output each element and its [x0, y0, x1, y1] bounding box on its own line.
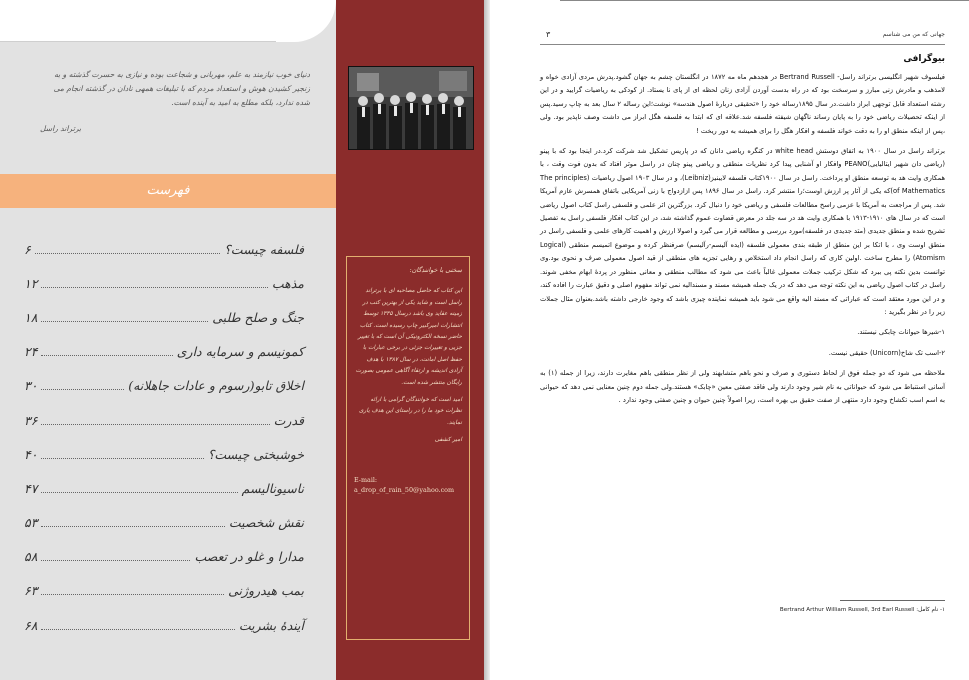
toc-item-page: ۲۴ [24, 344, 38, 360]
toc-dot-leader [41, 458, 203, 459]
toc-item[interactable] [24, 471, 304, 505]
toc-item-page: ۵۳ [24, 515, 38, 531]
toc-dot-leader [41, 492, 237, 493]
toc-item[interactable] [24, 232, 304, 266]
toc-item-label: آیندهٔ بشریت [238, 617, 304, 633]
editor-note-paragraph: این کتاب که حاصل مصاحبه ای با برتراند راسل است و شاید یکی از بهترین کتب در زمینه عقاید وی باشد درسال ۱۳۴۵ توسط انتشارات امیرکبیر چاپ رسیده است. کتاب حاضر نسخه الکترونیکی آن است که با تغییر جزیی و تغییرات جزئی در برخی عبارات با حفظ اصل امانت، در سال ۱۳۸۷ با هدف آزادی اندیشه و ارتقاء آگاهی عمومی بصورت رایگان منتشر شده است. [355, 288, 462, 386]
toc-item-page: ۴۷ [24, 480, 38, 496]
toc-item-page: ۳۶ [24, 412, 38, 428]
body-paragraph: برتراند راسل در سال ۱۹۰۰ به اتفاق دوستش white head در کنگره ریاضی دانان که در پاریس تشکیل شد شرکت کرد.در اینجا بود که با پینو (ریاضی دان شهیر ایتالیایی)PEANO وافکار او آشنایی پیدا کرد نظریات منطقی و ریاضی پینو چنان در راسل موثر افتاد که بدون فوت وقت ، با همکاری وایت هد به توسعه منطق او پرداخت. راسل در سال ۱۹۰۰کتاب فلسفه لایبنیز(Leibniz)، و در سال ۱۹۰۳ اصول ریاضیات (The principles of Mathematics)که یکی از آثار پر ارزش اوست؛را منتشر کرد. راسل در سال ۱۸۹۶ پس ازازدواج با زنی آمریکایی باتفاق همسرش عازم آمریکا شد. پس از مراجعت به آمریکا با عزمی راسخ مطالعات فلسفی و ریاضی خود را دنبال کرد. بزرگترین اثر علمی و فلسفی راسل کتاب اصول ریاضی است که در سال های ۱۹۱۰-۱۹۱۳ با همکاری وایت هد در سه جلد در معرض قضاوت عموم گذاشته شد، در این کتاب افکار فلسفی راسل به تفصیل تشریح شده و منطق جدیدی (متد جدیدی در فلسفه)مورد بررسی و مطالعه قرار می گیرد و اصولا ارزش و اهمیت کارهای علمی و فلسفی راسل در منطق اوست وی ، با اتکا بر این منطق از طبقه بندی معمولی فلسفه (ایده آلیسم-رآلیسم) صرفنظر کرده و موضوع اتمیسم منطقی (Logical Atomism) را مطرح ساخت .اولین کاری که راسل انجام داد استخلاص و رهایی تجزیه های منطقی از قید اصول معمولی صرف و نحوی بود.وی توانست بدین نکته پی ببرد که شکل ترکیب جملات معمولی غالباً باعث می شود که مطالب منطقی و معانی منظور در پردهٔ ابهام مخفی شوند. راسل در کتاب اصول ریاضی به این نکته توجه می دهد که در یک جمله همیشه مسند و مسندالیه نمی تواند مفهوم اصلی و دقیق عبارت را افاده کند، و در این مورد معتقد است که عباراتی که مسند الیه واقع می شود باید همیشه نماینده چیزی باشد که وجود خارجی داشته باشد.بعنوان مثال جملات زیر را در نظر بگیرید : [540, 147, 946, 316]
toc-item[interactable] [24, 403, 304, 437]
toc-dot-leader [41, 560, 190, 561]
body-paragraph: فیلسوف شهیر انگلیسی برتراند راسل- Bertrand Russell در هجدهم ماه مه ۱۸۷۲ در انگلستان چشم به جهان گشود.پدرش مردی آزادی خواه و لامذهب و مادرش زنی مبارز و سرسخت بود که در راه بدست آوردن آزادی زنان لحظه ای از پای نا یستاد. از کودکی به ریاضیات گرایید و در این رشته استعداد قابل توجهی ابراز داشت.در سال ۱۸۹۵رساله خود را «تحقیقی دربارهٔ اصول هندسه» نوشت؛این رساله ۲ سال بعد به چاپ رسید.پس از اینکه تحصیلات ریاضی خود را به پایان رساند ناگهان شیفته فلسفه شد.علاقه ای که ابتدا به فلسفه هگل ابراز می داشت وصف ناپذیر بود. ولی ،پس از اینکه منطق او را به دقت خواند فلسفه و افکار هگل را برای همیشه به دور ریخت ! [540, 73, 945, 135]
quote-author: برتراند راسل [40, 124, 82, 133]
toc-title: فهرست [146, 183, 190, 198]
table-of-contents [24, 232, 304, 642]
toc-item-label: کمونیسم و سرمایه داری [176, 344, 304, 360]
editor-note-heading: سخنی با خوانندگان: [409, 266, 462, 274]
toc-item[interactable] [24, 608, 304, 642]
footnote-rule [840, 600, 945, 601]
toc-dot-leader [41, 629, 234, 630]
email-label: E-mail: [354, 475, 378, 484]
toc-dot-leader [41, 321, 208, 322]
toc-dot-leader [41, 389, 124, 390]
group-photo-illustration [349, 67, 473, 149]
toc-item[interactable] [24, 335, 304, 369]
toc-item-label: مذهب [271, 275, 304, 291]
toc-item-label: جنگ و صلح طلبی [212, 309, 304, 325]
toc-item[interactable] [24, 437, 304, 471]
toc-item-page: ۴۰ [24, 446, 38, 462]
toc-item[interactable] [24, 574, 304, 608]
toc-item[interactable] [24, 300, 304, 334]
header-rule [540, 44, 945, 45]
editor-signature: امیر کشفی [434, 437, 462, 444]
toc-item-page: ۶۳ [24, 583, 38, 599]
toc-item-page: ۱۲ [24, 275, 38, 291]
toc-item-page: ۶۸ [24, 617, 38, 633]
russell-quote: دنیای خوب نیازمند به علم، مهربانی و شجاعت بوده و نیازی به حسرت گذشته و به زنجیر کشیدن هوش و استعداد مردم که با تبلیغات همهی نادان در گذشته انجام می شده ندارد، بلکه مطلع به امید به آینده است. [53, 70, 310, 107]
toc-item-label: بمب هیدروژنی [228, 583, 304, 599]
left-page-top-curve [0, 0, 336, 42]
toc-item-label: قدرت [273, 412, 304, 428]
page-number: ۳ [546, 30, 551, 39]
toc-item-page: ۵۸ [24, 549, 38, 565]
toc-item-label: ناسیونالیسم [241, 480, 304, 496]
body-paragraph: ملاحظه می شود که دو جمله فوق از لحاظ دستوری و صرف و نحو باهم متشابهند ولی از نظر منطقی باهم مغایرت دارند، زیرا از جمله (۱) به آسانی استنباط می شود که حیواناتی به نام شیر وجود دارند ولی فاقد صفتی معین «چابک» هستند.ولی جمله دوم چنین معنایی نمی دهد که حیوانی به اسم اسب تکشاخ وجود دارد منتهی از صفت حقیق بی بهره است، زیرا اصولاً چنین حیوان و چنین صفتی وجود ندارد . [540, 369, 945, 404]
top-border-line [560, 0, 969, 1]
toc-item[interactable] [24, 369, 304, 403]
body-paragraph: ۲-اسب تک شاخ(Unicorn) حقیقی نیست. [828, 348, 945, 357]
toc-dot-leader [41, 424, 269, 425]
toc-item[interactable] [24, 506, 304, 540]
toc-item[interactable] [24, 540, 304, 574]
toc-item[interactable] [24, 266, 304, 300]
toc-item-label: خوشبختی چیست؟ [207, 446, 304, 462]
footnote: ۱- نام کامل: Bertrand Arthur William Russell, 3rd Earl Russell [779, 607, 945, 613]
toc-item-label: نقش شخصیت [228, 515, 304, 531]
section-title: بیوگرافی [903, 54, 945, 64]
toc-item-label: اخلاق تابو(رسوم و عادات جاهلانه) [128, 378, 304, 394]
toc-item-page: ۱۸ [24, 309, 38, 325]
toc-item-page: ۶ [24, 241, 31, 257]
group-photo [348, 66, 474, 150]
editor-note-paragraph: امید است که خوانندگان گرامی با ارائه نظرات خود ما را در راستای این هدف یاری نمایند. [359, 397, 462, 426]
email-address[interactable]: a_drop_of_rain_50@yahoo.com [354, 485, 455, 494]
biography-text [540, 71, 945, 414]
editor-note-box [346, 256, 470, 640]
toc-item-label: مدارا و غلو در تعصب [194, 549, 304, 565]
toc-dot-leader [41, 594, 224, 595]
toc-dot-leader [41, 355, 172, 356]
running-header-title: جهانی که من می شناسم [882, 31, 945, 38]
toc-item-label: فلسفه چیست؟ [224, 241, 304, 257]
body-paragraph: ۱-شیرها حیوانات چابکی نیستند. [857, 328, 945, 337]
toc-dot-leader [41, 287, 267, 288]
toc-dot-leader [41, 526, 224, 527]
toc-dot-leader [35, 253, 220, 254]
toc-item-page: ۳۰ [24, 378, 38, 394]
